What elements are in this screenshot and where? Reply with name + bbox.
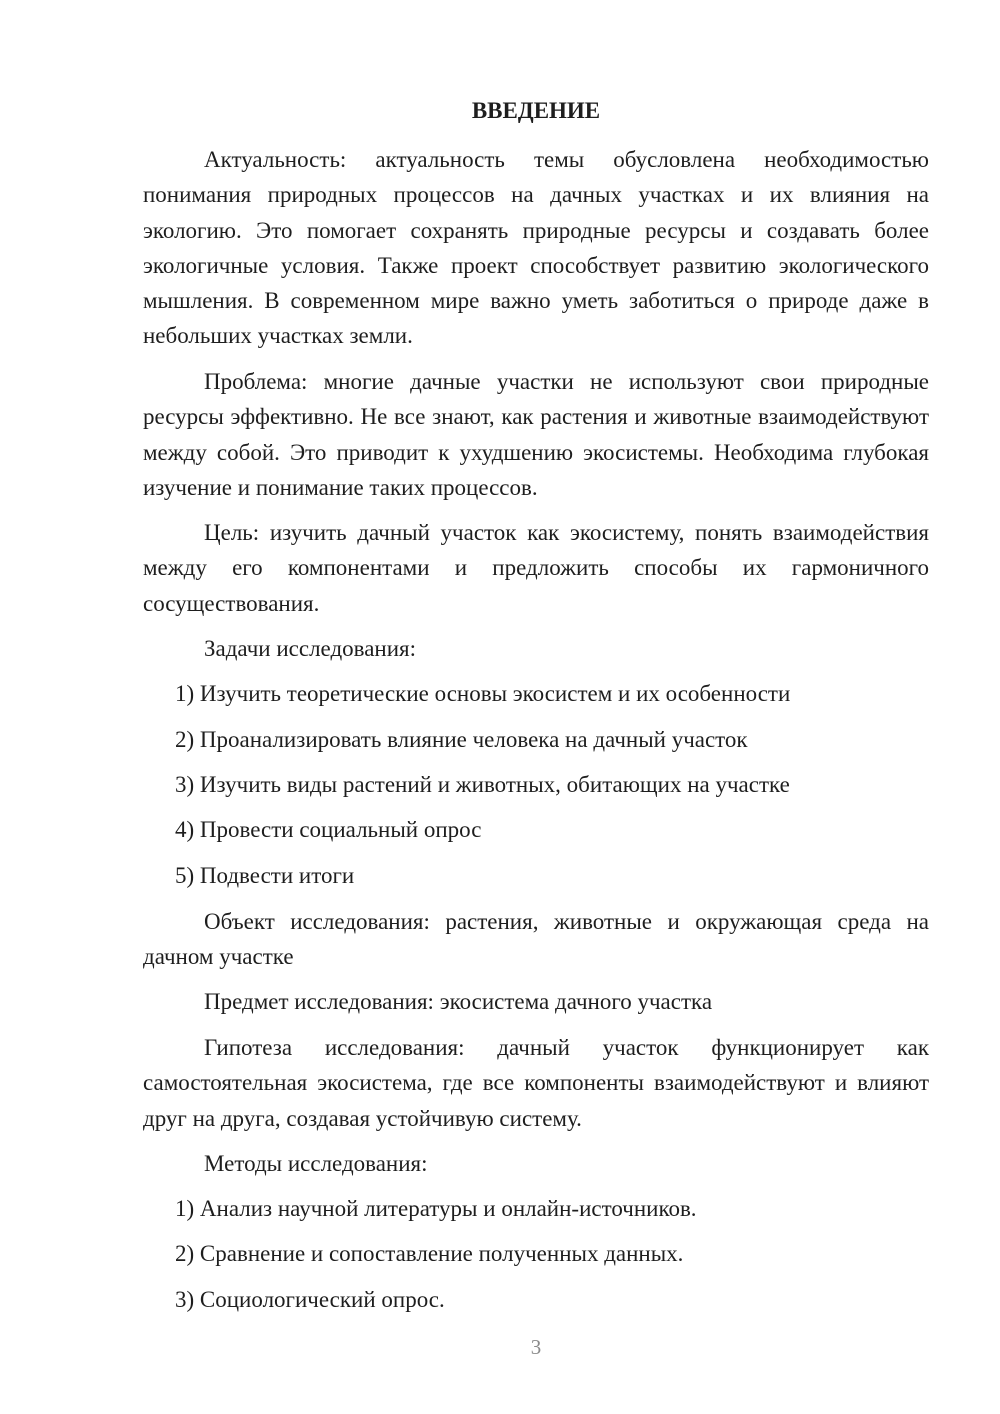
task-item-4: 4) Провести социальный опрос: [175, 817, 482, 842]
hypothesis-paragraph: Гипотеза исследования: дачный участок функционирует как самостоятельная экосистема, где все компоненты взаимодействуют и влияют друг на друга, создавая устойчивую систему.: [143, 1035, 929, 1131]
method-item-2: 2) Сравнение и сопоставление полученных данных.: [175, 1241, 684, 1266]
tasks-title: Задачи исследования:: [204, 636, 417, 661]
method-item-3: 3) Социологический опрос.: [175, 1287, 445, 1312]
problem-paragraph: Проблема: многие дачные участки не используют свои природные ресурсы эффективно. Не все знают, как растения и животные взаимодействуют между собой. Это приводит к ухудшению экосистемы. Необходима глубокая изучение и понимание таких процессов.: [143, 369, 929, 500]
subject-paragraph: Предмет исследования: экосистема дачного участка: [204, 989, 713, 1014]
task-item-1: 1) Изучить теоретические основы экосистем и их особенности: [175, 681, 791, 706]
object-paragraph: Объект исследования: растения, животные и окружающая среда на дачном участке: [143, 909, 929, 970]
method-item-1: 1) Анализ научной литературы и онлайн-источников.: [175, 1196, 697, 1221]
task-item-5: 5) Подвести итоги: [175, 863, 355, 888]
section-heading: ВВЕДЕНИЕ: [471, 98, 601, 123]
task-item-2: 2) Проанализировать влияние человека на дачный участок: [175, 727, 748, 752]
task-item-3: 3) Изучить виды растений и животных, обитающих на участке: [175, 772, 790, 797]
page-number: 3: [530, 1335, 542, 1359]
goal-paragraph: Цель: изучить дачный участок как экосистему, понять взаимодействия между его компонентами и предложить способы их гармоничного сосуществования.: [143, 520, 929, 616]
relevance-paragraph: Актуальность: актуальность темы обусловлена необходимостью понимания природных процессов на дачных участках и их влияния на экологию. Это помогает сохранять природные ресурсы и создавать более экологичные условия. Также проект способствует развитию экологического мышления. В современном мире важно уметь заботиться о природе даже в небольших участках земли.: [143, 147, 929, 349]
methods-title: Методы исследования:: [204, 1151, 428, 1176]
